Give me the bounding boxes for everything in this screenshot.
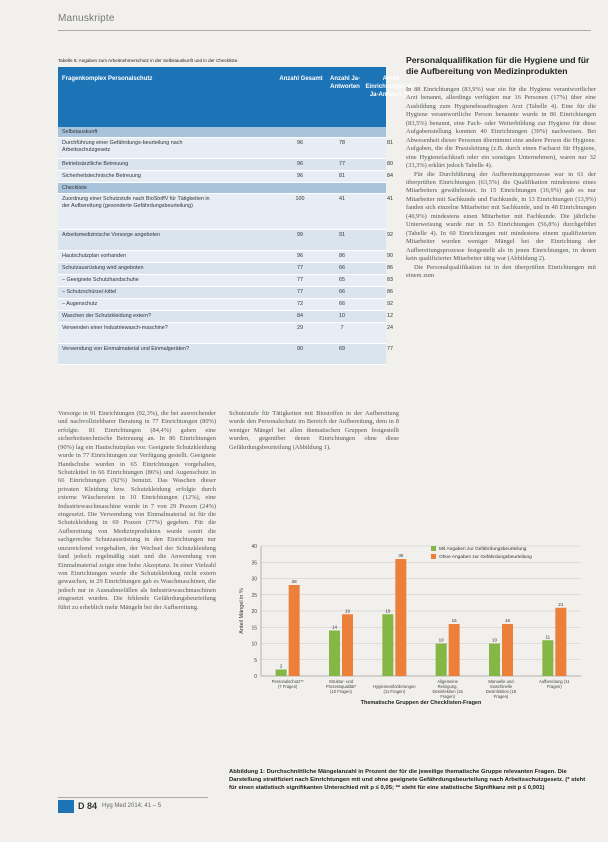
- bar-with: [276, 670, 287, 677]
- bar-with: [542, 640, 553, 676]
- table-cell-label: Verwenden einer Industriewasch-maschine?: [62, 325, 168, 331]
- y-tick-label: 25: [251, 592, 257, 599]
- table-cell-pct: 81: [387, 140, 393, 146]
- table-cell-yes: 78: [339, 140, 345, 146]
- table-cell-yes: 10: [339, 313, 345, 319]
- table-cell-label: Verwendung von Einmalmaterial und Einmalgeräten?: [62, 346, 190, 352]
- table-cell-pct: 77: [387, 346, 393, 352]
- table-row: [58, 159, 393, 171]
- table-row: [58, 311, 393, 323]
- x-axis-label: Thematische Gruppen der Checklisten-Fragen: [360, 700, 482, 706]
- y-axis-label: Anteil Mängel in %: [239, 588, 245, 634]
- table-cell-total: 77: [297, 277, 303, 283]
- y-tick-label: 40: [251, 544, 257, 550]
- data-label: 2: [279, 663, 283, 669]
- bar-without: [502, 624, 513, 676]
- table-cell-total: 99: [297, 232, 303, 238]
- y-tick-label: 5: [254, 657, 257, 664]
- table-cell-total: 72: [297, 301, 303, 307]
- table-cell-label: Hautschutzplan vorhanden: [62, 253, 127, 259]
- legend-swatch: [431, 554, 436, 559]
- table-cell-total: 29: [297, 325, 303, 331]
- bar-without: [555, 608, 566, 676]
- right-column-paragraph: Die Personalqualifikation ist in den überprüften Einrichtungen mit einem zum: [406, 263, 596, 279]
- table-cell-total: 96: [297, 173, 303, 179]
- legend-entry: Ohne Angaben zur Gefährdungsbeurteilung: [439, 555, 532, 560]
- table-cell-pct: 12: [387, 313, 393, 319]
- table-row: [58, 251, 393, 263]
- table-cell-pct: 92: [387, 301, 393, 307]
- table-cell-yes: 77: [339, 161, 345, 167]
- table-cell-label: Durchführung einer Gefährdungs-beurteilung nach Arbeitsschutzgesetz: [62, 140, 183, 153]
- x-tick-label: Allgemeine Reinigung, Desinfektion (15 Fragen): [432, 679, 463, 699]
- table-cell-label: Selbstauskunft: [62, 129, 98, 135]
- table-cell-pct: 80: [387, 161, 393, 167]
- table-cell-label: Waschen der Schutzkleidung extern?: [62, 313, 152, 319]
- table-row: [58, 138, 393, 159]
- y-tick-label: 0: [254, 674, 257, 680]
- footer-page-number: D 84: [78, 801, 98, 811]
- bar-without: [289, 585, 300, 676]
- x-tick-label: Hygieneanforderungen (11 Fragen): [373, 684, 416, 694]
- bar-without: [342, 614, 353, 676]
- table-cell-total: 77: [297, 289, 303, 295]
- data-label: 19: [385, 608, 391, 614]
- table-cell-yes: 81: [339, 173, 345, 179]
- table-cell-total: 96: [297, 161, 303, 167]
- table-cell-total: 84: [297, 313, 303, 319]
- data-label: 16: [504, 618, 511, 623]
- table-cell-total: 77: [297, 265, 303, 271]
- table-cell-label: – Schutzschürze/-kittel: [62, 289, 117, 295]
- data-label: 11: [545, 634, 551, 640]
- lower-mid-text: Schutzstufe für Tätigkeiten mit Biostoffen in der Aufbereitung wurde den Personalschutz im Bereich der Aufbereitung, dem in 8 weniger Mängel bei allen thematischen Gruppen festgestellt wurden, gegenüber denen Einrichtungen ohne diese Gefährdungsbeurteilung (Abbildung 1).: [229, 410, 399, 451]
- table-row: [58, 194, 393, 230]
- bar-with: [382, 614, 393, 676]
- x-tick-label: Manuelle und maschinelle Desinfektion (18 Fragen): [485, 679, 517, 699]
- table-cell-yes: 69: [339, 346, 345, 352]
- table-cell-yes: 66: [339, 301, 345, 307]
- personalschutz-table: [58, 67, 417, 365]
- data-label: 16: [451, 618, 457, 623]
- table-row: [58, 287, 393, 299]
- x-tick-label: Personalschutz** (7 Fragen): [271, 679, 304, 689]
- table-cell-pct: 24: [387, 325, 393, 331]
- bar-without: [395, 559, 406, 676]
- lower-left-text: Vorsorge in 91 Einrichtungen (92,3%), die bei ausreichender und nachvollziehbarer Beratung in 77 Einrichtungen (80%) erfolgte. 81 Einrichtungen (84,4%) gaben eine sicherheitstechnische Betreuung an. In 86 Einrichtungen (90%) lag ein Hautschutzplan vor. Geeignete Schutzkleidung wurde in 77 Einrichtungen zur Verfügung gestellt. Geeignete Handschuhe wurden in 65 Einrichtungen vorgehalten, Schutzkittel in 66 Einrichtungen (86%) und Augenschutz in 66 Einrichtungen (92%) benutzt. Das Waschen dieser privaten Kleidung bzw. Schutzkleidung erfolgte durch externe Wäschereien in 10 Einrichtungen (12%), eine Industriewaschmaschine wurde in 7 von 29 Praxen (24%) eingesetzt. Die Verwendung von Einmalmaterial ist für die Schutzkleidung in 69 Praxen (77%) gegeben. Für die Aufbereitung von Medizinprodukten wurde somit die sachgerechte Schutzausrüstung in den Einrichtungen nur unzureichend vorgehalten, der Wechsel der Schutzkleidung fand jedoch regelmäßig statt und die Anwendung von Einmalmaterial zeigte eine hohe Akzeptanz. In einer Vielzahl von Einrichtungen wurde die Schutzkleidung nicht extern gewaschen, in 29 Einrichtungen gab es Waschmaschinen, die jedoch nur in Ausnahmefällen als Industriewaschmaschinen eingesetzt wurden. Die fehlende Gefährdungsbeurteilung führt zu erheblich mehr Mängeln bei der Aufbereitung.: [58, 410, 216, 611]
- table-cell-label: Sicherheitstechnische Betreuung: [62, 173, 141, 179]
- table-cell-yes: 66: [339, 265, 345, 271]
- table-cell-label: Checkliste: [62, 185, 87, 191]
- table-cell-yes: 66: [339, 289, 345, 295]
- table-header-pct: Anteil Einrichtungen mit Ja-Antwort (%): [365, 76, 417, 98]
- y-tick-label: 30: [251, 576, 257, 583]
- table-cell-yes: 86: [339, 253, 345, 259]
- figure-caption: Abbildung 1: Durchschnittliche Mängelanzahl in Prozent der für die jeweilige thematische Gruppe relevanten Fragen. Die Darstellung stratifiziert nach Einrichtungen mit und ohne geeignete Gefährdungsbeurteilung nach Arbeitsschutzgesetz. (* steht für einen statistisch signifikanten Unterschied mit p ≤ 0,05; ** steht für eine statistische Signifikanz mit p ≤ 0,001): [229, 769, 586, 791]
- table-caption: Tabelle 5: Angaben zum Arbeitnehmerschutz in der Selbstauskunft und in der Checkliste.: [58, 58, 239, 63]
- data-label: 10: [438, 637, 444, 643]
- table-header-total: Anzahl Gesamt: [279, 76, 323, 82]
- table-row: [58, 230, 393, 251]
- table-cell-label: – Geeignete Schutzhandschuhe: [62, 277, 139, 283]
- table-row: [58, 171, 393, 183]
- table-cell-total: 96: [297, 253, 303, 259]
- bar-with: [329, 631, 340, 677]
- data-label: 14: [331, 624, 338, 630]
- footer-journal: Hyg Med 2014; 41 – 5: [102, 803, 162, 809]
- table-cell-pct: 86: [387, 289, 393, 295]
- right-column-title: Personalqualifikation für die Hygiene und für die Aufbereitung von Medizinprodukten: [406, 55, 590, 76]
- y-tick-label: 20: [251, 609, 257, 615]
- table-row: [58, 263, 393, 275]
- footer-rule: [58, 797, 208, 798]
- table-cell-label: Zuordnung einer Schutzstufe nach BioStoffV für Tätigkeiten in der Aufbereitung (gesonderte Gefährdungsbeurteilung): [62, 196, 210, 209]
- x-tick-label: Struktur- und Prozessqualität* (10 Fragen): [325, 679, 357, 694]
- data-label: 10: [491, 637, 498, 643]
- table-row: [58, 299, 393, 311]
- table-group-row: [58, 183, 386, 194]
- table-cell-pct: 86: [387, 265, 393, 271]
- table-header: [58, 67, 417, 127]
- bar-chart: [229, 538, 593, 718]
- table-cell-pct: 41: [387, 196, 393, 202]
- table-group-row: [58, 127, 386, 138]
- table-cell-label: Schutzausrüstung wird angeboten: [62, 265, 144, 271]
- header-rule: [58, 30, 591, 31]
- table-row: [58, 344, 393, 365]
- data-label: 19: [344, 608, 351, 614]
- table-cell-yes: 91: [339, 232, 345, 238]
- bar-with: [489, 644, 500, 677]
- table-cell-pct: 83: [387, 277, 393, 283]
- table-cell-total: 96: [297, 140, 303, 146]
- data-label: 28: [291, 579, 297, 584]
- table-cell-yes: 41: [339, 196, 345, 202]
- legend-swatch: [431, 546, 436, 551]
- bar-with: [436, 644, 447, 677]
- table-cell-pct: 90: [387, 253, 393, 259]
- section-label: Manuskripte: [58, 13, 115, 24]
- footer-marker: [58, 800, 74, 813]
- table-cell-label: Arbeitsmedizinische Vorsorge angeboten: [62, 232, 160, 238]
- data-label: 36: [398, 553, 404, 558]
- table-row: [58, 275, 393, 287]
- table-cell-label: Betriebsärztliche Betreuung: [62, 161, 129, 167]
- legend-entry: Mit Angaben zur Gefährdungsbeurteilung: [439, 547, 527, 552]
- table-cell-yes: 65: [339, 277, 345, 283]
- table-header-yes: Anzahl Ja-Antworten: [329, 76, 360, 90]
- table-cell-total: 100: [295, 196, 305, 202]
- y-tick-label: 15: [251, 625, 257, 632]
- table-row: [58, 323, 393, 344]
- table-cell-pct: 92: [387, 232, 393, 238]
- right-column: [406, 55, 596, 280]
- table-cell-pct: 84: [387, 173, 393, 179]
- table-cell-yes: 7: [340, 325, 344, 331]
- table-body: [58, 127, 393, 365]
- right-column-paragraph: Für die Durchführung der Aufbereitungsprozesse war in 61 der überprüften Einrichtungen (63,5%) die Qualifikation mindestens eines Mitarbeiters gewährleistet. In 15 Einrichtungen (16,9%) gab es nur Mitarbeiter mit Sachkunde und Fachkunde, in 13 Einrichtungen (13,9%) fanden sich einzelne Mitarbeiter mit Sachkunde, und in 48 Einrichtungen (40,9%) mindestens einen Mitarbeiter mit Fachkunde. Die jährliche Unterweisung wurde nur in 53 Einrichtungen (56,8%) durchgeführt (Tabelle 4). In 60 Einrichtungen mit mindestens einem qualifizierten Mitarbeiter wurden weniger Mängel bei der Einrichtung der Aufbereitungsprozesse festgestellt als in jenen Einrichtungen, in denen kein qualifizierter Mitarbeiter tätig war (Abbildung 2).: [406, 170, 596, 263]
- bar-without: [449, 624, 460, 676]
- y-tick-label: 10: [251, 641, 257, 648]
- table-header-topic: Fragenkomplex Personalschutz: [62, 76, 153, 82]
- table-cell-label: – Augenschutz: [62, 301, 98, 307]
- table-cell-total: 90: [297, 346, 303, 352]
- x-tick-label: Aufbereitung (11 Fragen): [539, 679, 570, 689]
- y-tick-label: 35: [251, 560, 257, 567]
- right-column-paragraph: In 88 Einrichtungen (83,9%) war ein für die Hygiene verantwortlicher Arzt benannt, allerdings verfügten nur 16 Personen (17%) über eine Ausbildung zum Hygienebeauftragten Arzt (Tabelle 4). Eine für die Hygiene verantwortliche Person benannte wurde in 86 Einrichtungen (83,5%) benannt, eine Fach- oder Weiterbildung zur Hygiene für diese Aufgabenstellung konnten 40 Einrichtungen (39%) nachweisen. Bei Abwesenheit dieser Personen übernimmt eine andere Person die Hygiene. Aufgaben, die die Praxisleitung (z.B. durch einen Facharzt für Hygiene, eine Hygienefachkraft oder ein sonstiges Unternehmen), waren nur 32 (33,3%) erklärt jedoch Tabelle 4).: [406, 86, 596, 170]
- data-label: 21: [558, 601, 564, 607]
